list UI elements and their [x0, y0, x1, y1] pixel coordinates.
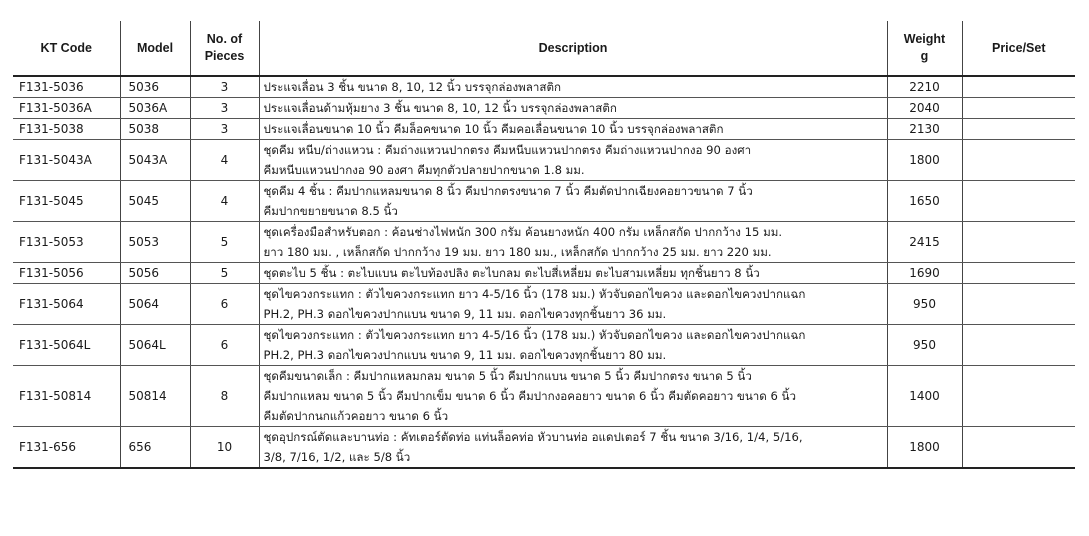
table-row — [13, 366, 1075, 427]
cell-pieces: 8 — [190, 366, 259, 427]
table-row — [13, 263, 1075, 284]
cell-pieces: 10 — [190, 427, 259, 469]
table-row — [13, 325, 1075, 366]
cell-price — [962, 222, 1075, 263]
header-row — [13, 21, 1075, 76]
cell-description — [259, 119, 887, 140]
cell-price — [962, 263, 1075, 284]
cell-pieces: 3 — [190, 98, 259, 119]
cell-kt-code: F131-5036A — [13, 98, 120, 119]
header-weight-line2: g — [920, 49, 929, 63]
cell-weight: 2415 — [887, 222, 962, 263]
cell-weight: 950 — [887, 284, 962, 325]
table-row — [13, 222, 1075, 263]
cell-description — [259, 366, 887, 427]
cell-model: 5064 — [120, 284, 190, 325]
header-pieces-line1: No. of — [206, 32, 243, 46]
cell-kt-code: F131-50814 — [13, 366, 120, 427]
header-weight-line1: Weight — [903, 32, 946, 46]
table-row — [13, 181, 1075, 222]
cell-weight: 2210 — [887, 76, 962, 98]
table-row — [13, 119, 1075, 140]
cell-price — [962, 140, 1075, 181]
cell-weight: 1690 — [887, 263, 962, 284]
cell-model: 5043A — [120, 140, 190, 181]
description-line: ชุดตะไบ 5 ชิ้น : ตะไบแบน ตะไบท้องปลิง ตะไบกลม ตะไบสี่เหลี่ยม ตะไบสามเหลี่ยม ทุกชิ้นยาว 8 นิ้ว — [263, 266, 760, 280]
description-line: ยาว 180 มม. , เหล็กสกัด ปากกว้าง 19 มม. ยาว 180 มม., เหล็กสกัด ปากกว้าง 25 มม. ยาว 220 มม. — [263, 245, 772, 259]
cell-kt-code: F131-656 — [13, 427, 120, 469]
description-line: คีมตัดปากนกแก้วคอยาว ขนาด 6 นิ้ว — [263, 409, 449, 423]
cell-description — [259, 140, 887, 181]
cell-model: 50814 — [120, 366, 190, 427]
description-line: ชุดอุปกรณ์ตัดและบานท่อ : คัทเตอร์ตัดท่อ แท่นล็อคท่อ หัวบานท่อ อแดปเตอร์ 7 ชิ้น ขนาด 3/16, 1/4, 5/16, — [263, 430, 803, 444]
cell-price — [962, 98, 1075, 119]
description-line: คีมหนีบแหวนปากงอ 90 องศา คีมทุกตัวปลายปากขนาด 1.8 มม. — [263, 163, 585, 177]
cell-kt-code: F131-5045 — [13, 181, 120, 222]
header-price: Price/Set — [962, 21, 1075, 76]
cell-model: 5053 — [120, 222, 190, 263]
cell-price — [962, 181, 1075, 222]
cell-kt-code: F131-5064 — [13, 284, 120, 325]
cell-weight: 1800 — [887, 140, 962, 181]
cell-kt-code: F131-5056 — [13, 263, 120, 284]
description-line: คีมปากขยายขนาด 8.5 นิ้ว — [263, 204, 398, 218]
table-row — [13, 284, 1075, 325]
product-table — [13, 21, 1075, 469]
cell-model: 5038 — [120, 119, 190, 140]
header-description: Description — [259, 21, 887, 76]
cell-pieces: 3 — [190, 76, 259, 98]
table-row — [13, 427, 1075, 469]
cell-pieces: 5 — [190, 222, 259, 263]
header-weight — [887, 21, 962, 76]
cell-kt-code: F131-5053 — [13, 222, 120, 263]
cell-weight: 1800 — [887, 427, 962, 469]
description-line: ชุดไขควงกระแทก : ตัวไขควงกระแทก ยาว 4-5/16 นิ้ว (178 มม.) หัวจับดอกไขควง และดอกไขควงปากแฉก — [263, 328, 806, 342]
cell-model: 5064L — [120, 325, 190, 366]
cell-description — [259, 284, 887, 325]
header-pieces-line2: Pieces — [204, 49, 245, 63]
cell-price — [962, 119, 1075, 140]
cell-pieces: 3 — [190, 119, 259, 140]
description-line: ประแจเลื่อนขนาด 10 นิ้ว คีมล็อคขนาด 10 นิ้ว คีมคอเลื่อนขนาด 10 นิ้ว บรรจุกล่องพลาสติก — [263, 122, 724, 136]
description-line: 3/8, 7/16, 1/2, และ 5/8 นิ้ว — [263, 450, 411, 464]
cell-kt-code: F131-5064L — [13, 325, 120, 366]
cell-description — [259, 427, 887, 469]
table-row — [13, 98, 1075, 119]
cell-price — [962, 366, 1075, 427]
header-model: Model — [120, 21, 190, 76]
cell-weight: 2130 — [887, 119, 962, 140]
cell-price — [962, 76, 1075, 98]
description-line: ชุดคีม หนีบ/ถ่างแหวน : คีมถ่างแหวนปากตรง คีมหนีบแหวนปากตรง คีมถ่างแหวนปากงอ 90 องศา — [263, 143, 752, 157]
cell-kt-code: F131-5036 — [13, 76, 120, 98]
table-body — [13, 76, 1075, 468]
cell-pieces: 6 — [190, 325, 259, 366]
cell-pieces: 5 — [190, 263, 259, 284]
cell-pieces: 4 — [190, 181, 259, 222]
cell-pieces: 6 — [190, 284, 259, 325]
cell-description — [259, 325, 887, 366]
cell-description — [259, 181, 887, 222]
cell-model: 5036A — [120, 98, 190, 119]
cell-weight: 950 — [887, 325, 962, 366]
description-line: คีมปากแหลม ขนาด 5 นิ้ว คีมปากเข็ม ขนาด 6 นิ้ว คีมปากงอคอยาว ขนาด 6 นิ้ว คีมตัดคอยาว ขนาด 6 นิ้ว — [263, 389, 796, 403]
cell-price — [962, 284, 1075, 325]
cell-description — [259, 76, 887, 98]
cell-description — [259, 263, 887, 284]
description-line: ชุดคีม 4 ชิ้น : คีมปากแหลมขนาด 8 นิ้ว คีมปากตรงขนาด 7 นิ้ว คีมตัดปากเฉียงคอยาวขนาด 7 นิ้ว — [263, 184, 753, 198]
cell-weight: 1650 — [887, 181, 962, 222]
description-line: ประแจเลื่อน 3 ชิ้น ขนาด 8, 10, 12 นิ้ว บรรจุกล่องพลาสติก — [263, 80, 562, 94]
cell-model: 656 — [120, 427, 190, 469]
header-kt-code: KT Code — [13, 21, 120, 76]
cell-description — [259, 222, 887, 263]
cell-model: 5036 — [120, 76, 190, 98]
table-row — [13, 140, 1075, 181]
cell-kt-code: F131-5038 — [13, 119, 120, 140]
description-line: PH.2, PH.3 ดอกไขควงปากแบน ขนาด 9, 11 มม. ดอกไขควงทุกชิ้นยาว 36 มม. — [263, 307, 667, 321]
description-line: ชุดไขควงกระแทก : ตัวไขควงกระแทก ยาว 4-5/16 นิ้ว (178 มม.) หัวจับดอกไขควง และดอกไขควงปากแฉก — [263, 287, 806, 301]
description-line: PH.2, PH.3 ดอกไขควงปากแบน ขนาด 9, 11 มม. ดอกไขควงทุกชิ้นยาว 80 มม. — [263, 348, 667, 362]
description-line: ประแจเลื่อนด้ามหุ้มยาง 3 ชิ้น ขนาด 8, 10, 12 นิ้ว บรรจุกล่องพลาสติก — [263, 101, 617, 115]
table-row — [13, 76, 1075, 98]
header-pieces — [190, 21, 259, 76]
cell-model: 5056 — [120, 263, 190, 284]
product-table-container — [13, 21, 1075, 469]
cell-pieces: 4 — [190, 140, 259, 181]
description-line: ชุดเครื่องมือสำหรับตอก : ค้อนช่างไฟหนัก 300 กรัม ค้อนยางหนัก 400 กรัม เหล็กสกัด ปากกว้าง 15 มม. — [263, 225, 783, 239]
cell-weight: 1400 — [887, 366, 962, 427]
cell-price — [962, 427, 1075, 469]
cell-kt-code: F131-5043A — [13, 140, 120, 181]
cell-model: 5045 — [120, 181, 190, 222]
cell-description — [259, 98, 887, 119]
cell-weight: 2040 — [887, 98, 962, 119]
cell-price — [962, 325, 1075, 366]
description-line: ชุดคีมขนาดเล็ก : คีมปากแหลมกลม ขนาด 5 นิ้ว คีมปากแบน ขนาด 5 นิ้ว คีมปากตรง ขนาด 5 นิ้ว — [263, 369, 752, 383]
